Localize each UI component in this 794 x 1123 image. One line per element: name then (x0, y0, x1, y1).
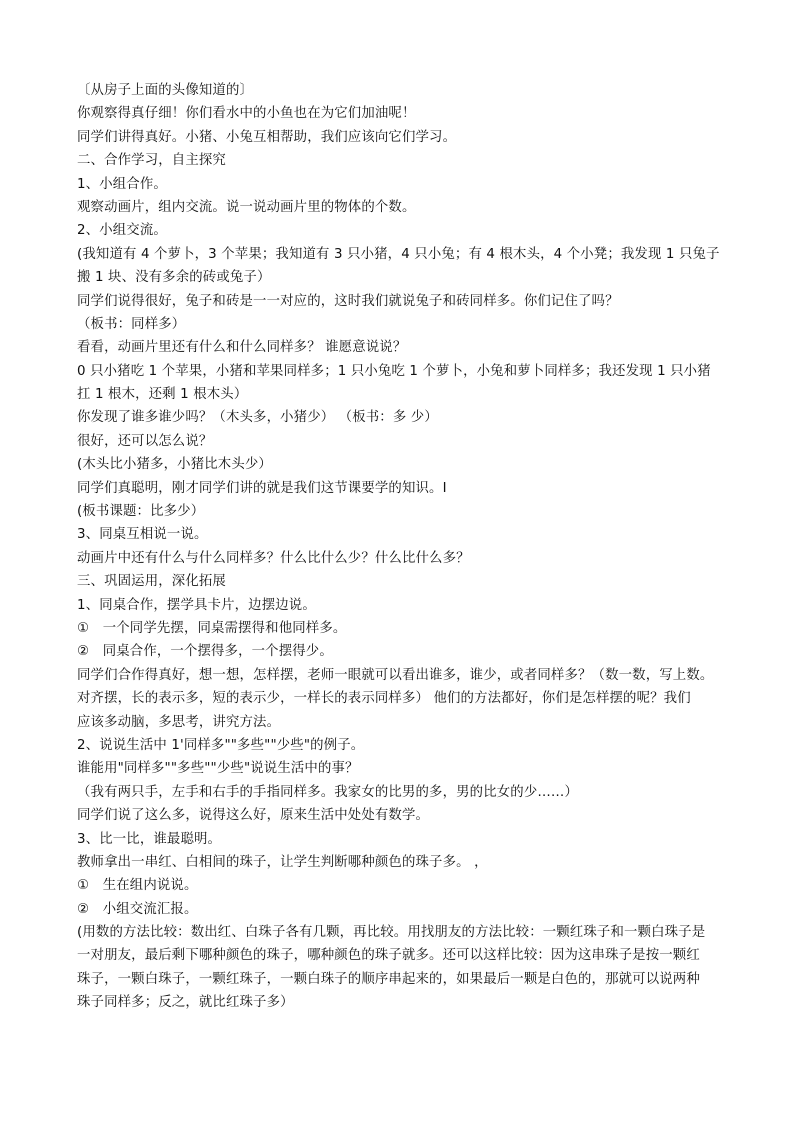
section-heading: 二、合作学习，自主探究 (77, 153, 226, 169)
text-line: （我有两只手，左手和右手的手指同样多。我家女的比男的多，男的比女的少……） (77, 784, 579, 800)
text-line: 动画片中还有什么与什么同样多？什么比什么少？什么比什么多？ (77, 550, 470, 566)
text-line: 珠子同样多；反之，就比红珠子多） (77, 995, 294, 1011)
text-line: （板书：同样多） (77, 316, 186, 332)
text-line: (木头比小猪多，小猪比木头少） (77, 457, 272, 473)
text-line: 同学们讲得真好。小猪、小兔互相帮助，我们应该向它们学习。 (77, 129, 457, 145)
text-line: 观察动画片，组内交流。说一说动画片里的物体的个数。 (77, 199, 416, 215)
text-line: 应该多动脑，多思考，讲究方法。 (77, 714, 281, 730)
subsection-heading: 1、小组合作。 (77, 176, 167, 192)
list-item: ① 一个同学先摆，同桌需摆得和他同样多。 (77, 620, 347, 636)
text-line: 谁能用"同样多""多些""少些"说说生活中的事？ (77, 761, 359, 777)
subsection-heading: 3、比一比，谁最聪明。 (77, 831, 222, 847)
document-body (77, 79, 727, 1015)
text-line: (我知道有 4 个萝卜，3 个苹果；我知道有 3 只小猪，4 只小兔；有 4 根木头，4 个小凳；我发现 1 只兔子 (77, 246, 720, 262)
text-line: 对齐摆，长的表示多，短的表示少，一样长的表示同样多） 他们的方法都好，你们是怎样摆的呢？我们 (77, 691, 691, 707)
text-line: 很好，还可以怎么说？ (77, 433, 213, 449)
text-line: 〔从房子上面的头像知道的〕 (77, 83, 254, 98)
text-line: 一对朋友，最后剩下哪种颜色的珠子，哪种颜色的珠子就多。还可以这样比较：因为这串珠子是按一颗红 (77, 948, 700, 964)
text-line: 0 只小猪吃 1 个苹果，小猪和苹果同样多；1 只小兔吃 1 个萝卜，小兔和萝卜同样多；我还发现 1 只小猪 (77, 363, 711, 379)
list-item: ② 同桌合作，一个摆得多，一个摆得少。 (77, 644, 333, 660)
text-line: 同学们真聪明，刚才同学们讲的就是我们这节课要学的知识。I (77, 480, 447, 496)
text-line: 教师拿出一串红、白相间的珠子，让学生判断哪种颜色的珠子多。 ， (77, 854, 488, 870)
text-line: (板书课题：比多少） (77, 504, 205, 520)
text-line: (用数的方法比较：数出红、白珠子各有几颗，再比较。用找朋友的方法比较：一颗红珠子和一颗白珠子是 (77, 925, 706, 941)
text-line: 珠子，一颗白珠子，一颗红珠子，一颗白珠子的顺序串起来的，如果最后一颗是白色的，那就可以说两种 (77, 971, 700, 987)
subsection-heading: 1、同桌合作，摆学具卡片，边摆边说。 (77, 597, 316, 613)
text-line: 你发现了谁多谁少吗？（木头多，小猪少） （板书：多 少） (77, 410, 438, 426)
list-item: ② 小组交流汇报。 (77, 901, 198, 917)
text-line: 扛 1 根木，还剩 1 根木头） (77, 387, 248, 403)
list-item: ① 生在组内说说。 (77, 878, 198, 894)
text-line: 同学们说了这么多，说得这么好，原来生活中处处有数学。 (77, 808, 430, 824)
section-heading: 三、巩固运用，深化拓展 (77, 574, 226, 590)
subsection-heading: 2、小组交流。 (77, 223, 167, 239)
text-line: 看看，动画片里还有什么和什么同样多？ 谁愿意说说？ (77, 340, 407, 356)
text-line: 同学们说得很好，兔子和砖是一一对应的，这时我们就说兔子和砖同样多。你们记住了吗？ (77, 293, 619, 309)
text-line: 同学们合作得真好，想一想，怎样摆，老师一眼就可以看出谁多，谁少，或者同样多？（数一数，写上数。 (77, 667, 714, 683)
subsection-heading: 3、同桌互相说一说。 (77, 527, 208, 543)
text-line: 你观察得真仔细！你们看水中的小鱼也在为它们加油呢！ (77, 106, 416, 122)
subsection-heading: 2、说说生活中 1'同样多""多些""少些"的例子。 (77, 737, 365, 753)
text-line: 搬 1 块、没有多余的砖或兔子） (77, 270, 271, 286)
